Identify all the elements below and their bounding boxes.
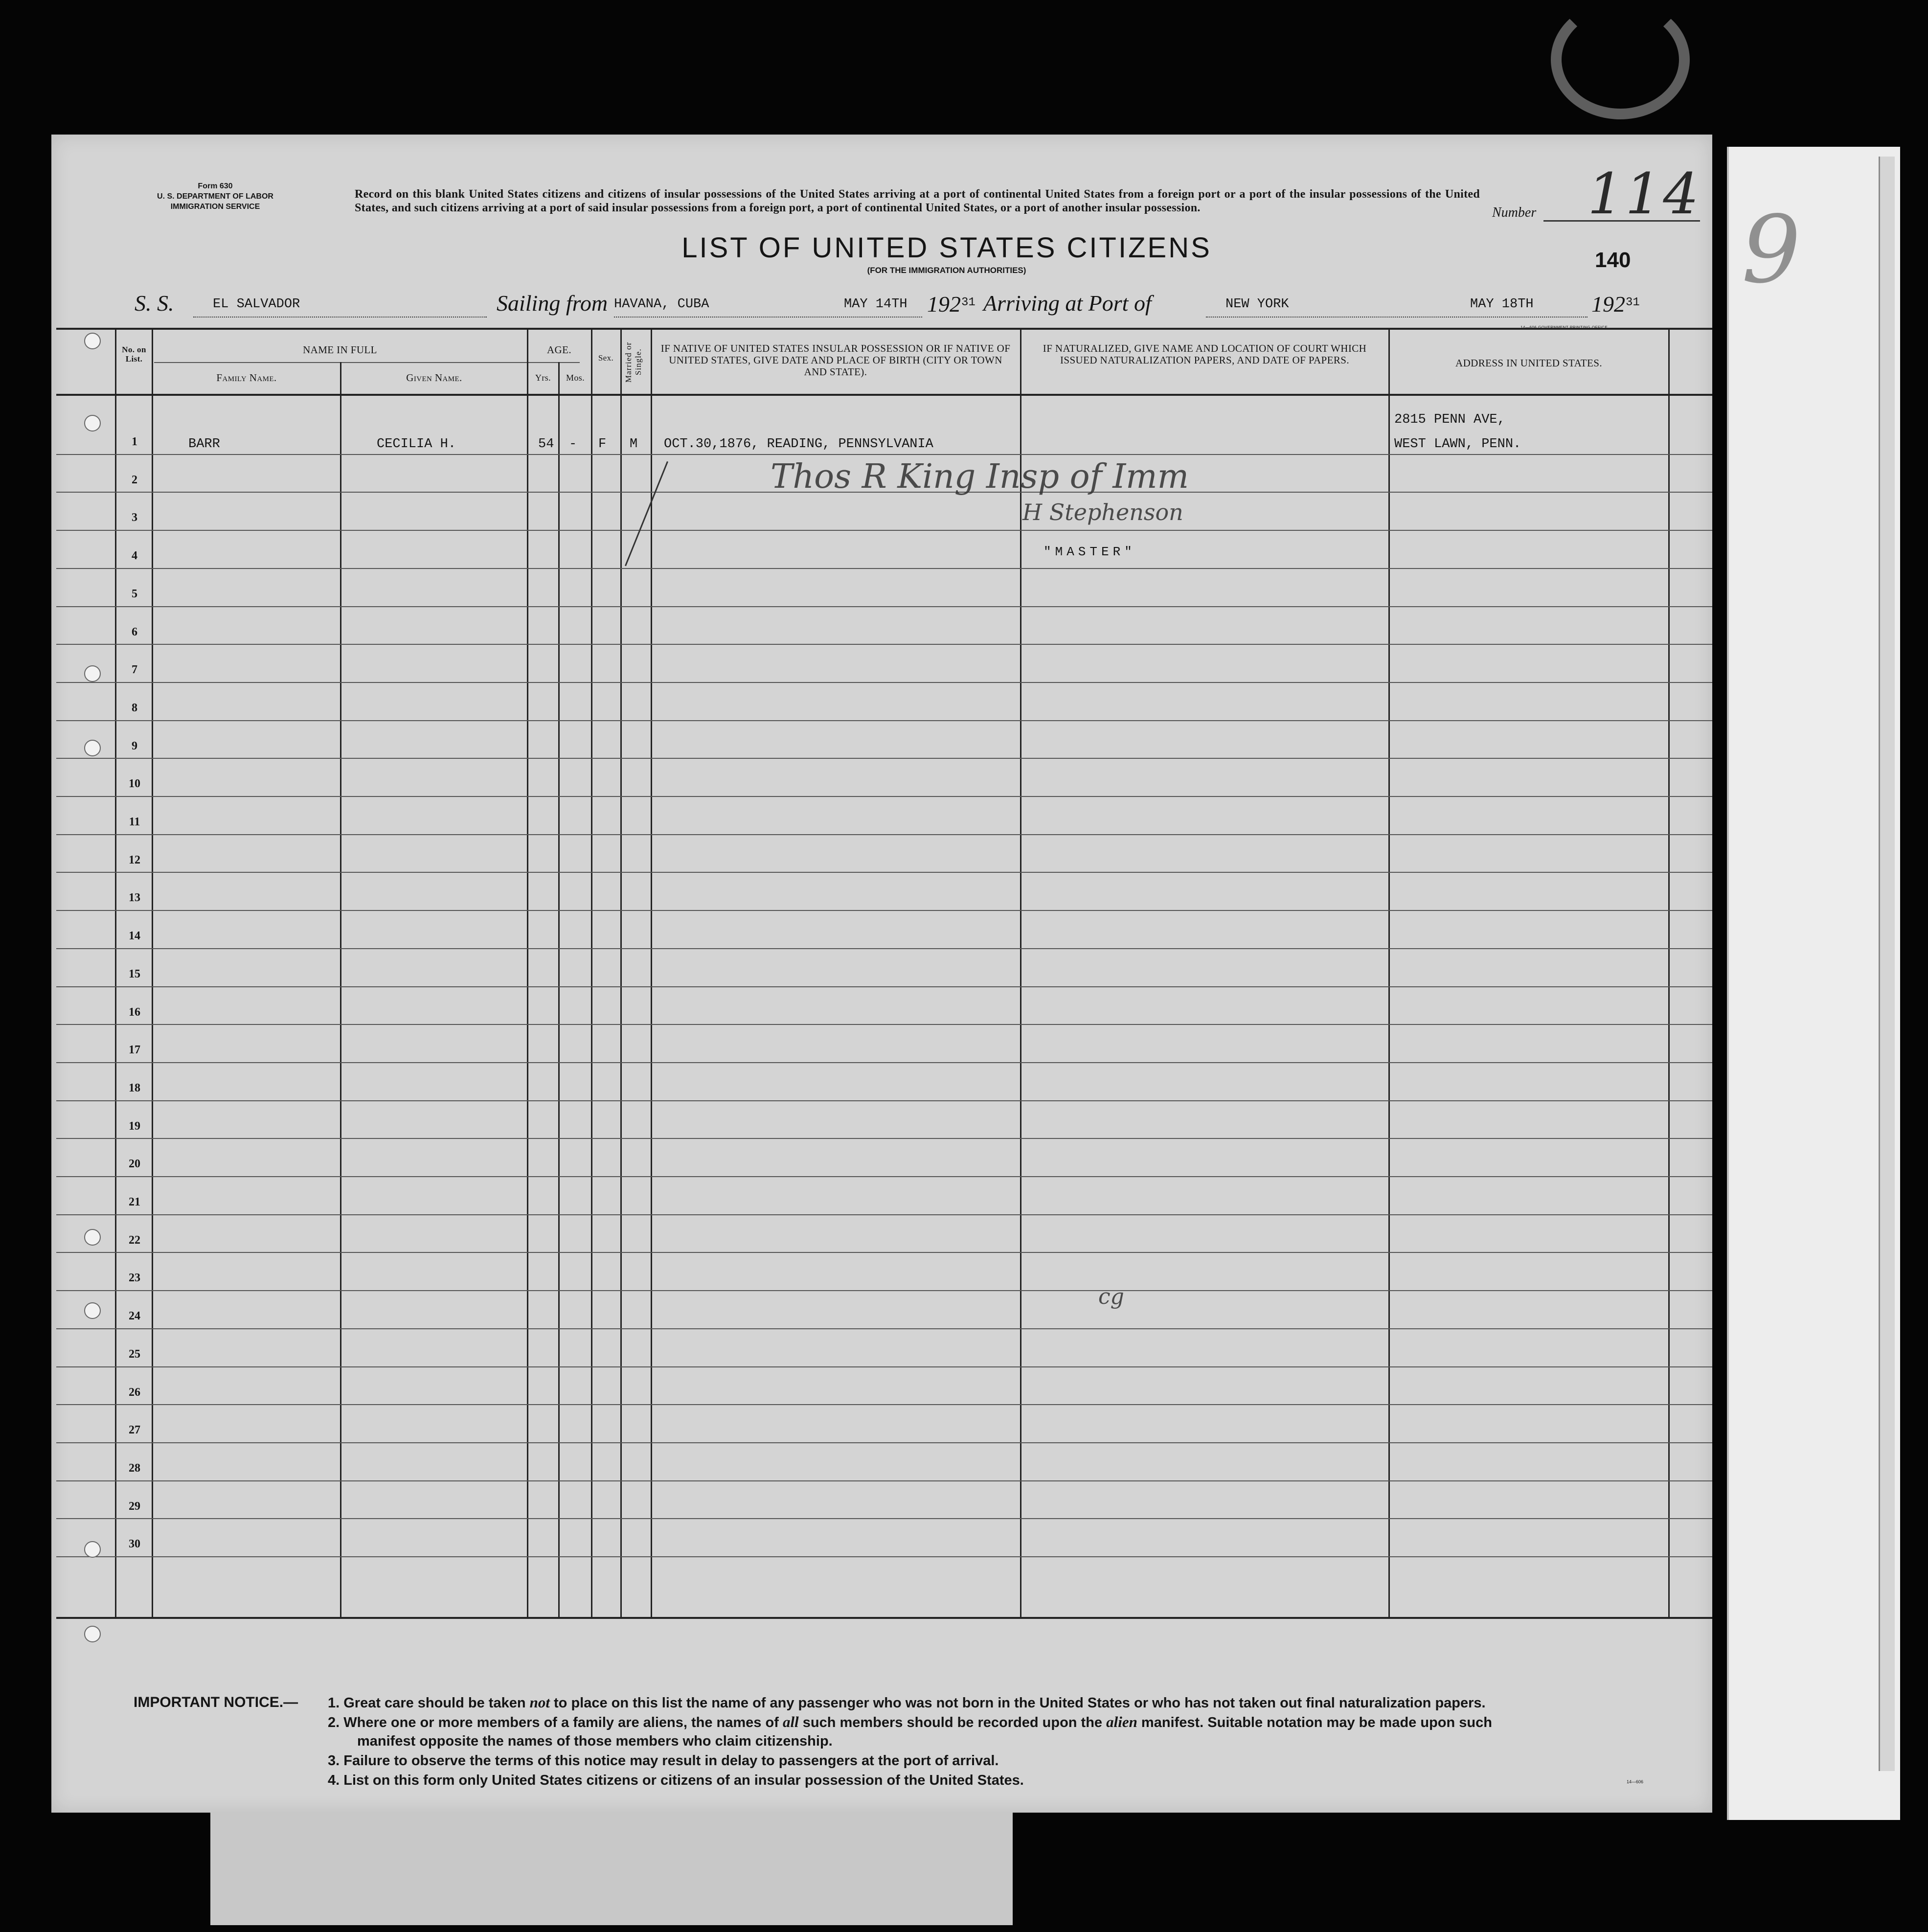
header-mos: Mos. xyxy=(566,373,585,383)
underlying-page-edge xyxy=(1879,157,1895,1771)
entry-family-name: BARR xyxy=(188,437,220,452)
row-number: 30 xyxy=(129,1538,140,1550)
row-number: 11 xyxy=(129,816,140,828)
entry-sex: F xyxy=(598,437,607,452)
row-number: 26 xyxy=(129,1386,140,1399)
col-line-mos xyxy=(558,362,560,1618)
manifest-page xyxy=(51,135,1712,1813)
entry-birth: OCT.30,1876, READING, PENNSYLVANIA xyxy=(664,437,933,452)
row-number: 12 xyxy=(129,854,140,866)
header-birth-place: IF NATIVE OF UNITED STATES INSULAR POSSESSION OR IF NATIVE OF UNITED STATES, GIVE DATE AND PLACE OF BIRTH (CITY OR TOWN AND STATE). xyxy=(660,342,1011,378)
col-line-birth xyxy=(651,328,652,1618)
row-number: 9 xyxy=(132,740,137,752)
table-row xyxy=(56,1480,1712,1481)
row-number: 24 xyxy=(129,1310,140,1322)
table-row xyxy=(56,1214,1712,1215)
table-row xyxy=(56,1024,1712,1025)
row-number: 20 xyxy=(129,1158,140,1170)
binder-hole xyxy=(84,1302,101,1319)
notice-1-text: 1. Great care should be taken xyxy=(328,1695,530,1711)
row-number: 18 xyxy=(129,1082,140,1094)
notice-item-2 xyxy=(328,1713,1707,1731)
header-given-name: Given Name. xyxy=(406,372,462,384)
page-title: LIST OF UNITED STATES CITIZENS xyxy=(681,232,1212,264)
header-address: ADDRESS IN UNITED STATES. xyxy=(1455,357,1602,369)
notice-item-3: 3. Failure to observe the terms of this notice may result in delay to passengers at the port of arrival. xyxy=(328,1753,999,1769)
row-number: 5 xyxy=(132,588,137,600)
binder-hole xyxy=(84,1541,101,1558)
notice-1-text-cont: to place on this list the name of any passenger who was not born in the United States or who has not taken out final naturalization papers. xyxy=(549,1695,1486,1711)
number-label: Number xyxy=(1492,205,1537,220)
table-row xyxy=(56,1442,1712,1443)
binder-hole xyxy=(84,1626,101,1642)
ship-name: EL SALVADOR xyxy=(213,297,300,312)
binder-hole xyxy=(84,740,101,756)
table-row xyxy=(56,1404,1712,1405)
page-subtitle: (FOR THE IMMIGRATION AUTHORITIES) xyxy=(867,266,1026,275)
officer-signature: H Stephenson xyxy=(1022,499,1183,525)
age-subheader-line xyxy=(528,362,580,363)
pencil-mark: 9 xyxy=(1742,196,1801,304)
binder-hole xyxy=(84,665,101,682)
header-naturalized: IF NATURALIZED, GIVE NAME AND LOCATION OF COURT WHICH ISSUED NATURALIZATION PAPERS, AND DATE OF PAPERS. xyxy=(1043,342,1367,366)
list-number: 114 xyxy=(1588,161,1701,227)
row-number: 29 xyxy=(129,1500,140,1513)
preamble-text: Record on this blank United States citizens and citizens of insular possessions of the United States arriving at a port of continental United States from a foreign port or a port of the insular possessions of the United States, and such citizens arriving at a port of said insular possessions from a foreign port, a port of continental United States, or a port of another insular possession. xyxy=(355,188,1480,214)
row-number: 14 xyxy=(129,930,140,942)
header-no-on-list: No. on List. xyxy=(122,345,146,364)
printer-note: 14—606 GOVERNMENT PRINTING OFFICE xyxy=(1520,325,1608,330)
table-row xyxy=(56,1138,1712,1139)
notice-item-1 xyxy=(328,1694,1707,1712)
row-number: 17 xyxy=(129,1044,140,1056)
row-number: 3 xyxy=(132,511,137,524)
table-row xyxy=(56,758,1712,759)
table-bottom-border xyxy=(56,1617,1712,1619)
ss-label: S. S. xyxy=(135,291,174,316)
col-line-yrs xyxy=(527,328,528,1618)
col-line-naturalized xyxy=(1020,328,1021,1618)
sail-year-print: 192 xyxy=(927,292,961,317)
arrival-port: NEW YORK xyxy=(1225,297,1289,312)
table-row xyxy=(56,644,1712,645)
notice-item-2-cont: manifest opposite the names of those members who claim citizenship. xyxy=(357,1733,833,1749)
table-row xyxy=(56,986,1712,987)
table-row xyxy=(56,1252,1712,1253)
row-number: 15 xyxy=(129,968,140,980)
notice-2-text-end: manifest. Suitable notation may be made upon such xyxy=(1137,1715,1492,1730)
table-row xyxy=(56,1328,1712,1329)
row-number: 6 xyxy=(132,626,137,638)
notice-heading: IMPORTANT NOTICE.— xyxy=(134,1694,298,1710)
underlying-page xyxy=(1727,147,1900,1820)
sail-date: MAY 14TH xyxy=(844,297,907,312)
header-married-single: Married or Single. xyxy=(624,341,643,383)
col-line-married xyxy=(620,328,622,1618)
passenger-table xyxy=(51,135,1712,1813)
table-row xyxy=(56,682,1712,683)
table-row xyxy=(56,606,1712,607)
table-row xyxy=(56,834,1712,835)
table-row xyxy=(56,796,1712,797)
form-number: Form 630 xyxy=(198,182,233,190)
pencil-initial: cg xyxy=(1098,1284,1124,1309)
row-number: 19 xyxy=(129,1120,140,1133)
notice-item-4: 4. List on this form only United States citizens or citizens of an insular possession of the United States. xyxy=(328,1773,1024,1788)
service: IMMIGRATION SERVICE xyxy=(170,203,260,211)
table-top-border xyxy=(56,328,1712,330)
entry-address-line1: 2815 PENN AVE, xyxy=(1394,412,1505,427)
table-row xyxy=(56,454,1712,455)
col-line-address xyxy=(1388,328,1390,1618)
header-family-name: Family Name. xyxy=(216,372,277,384)
table-row xyxy=(56,872,1712,873)
inspector-signature: Thos R King Insp of Imm xyxy=(771,457,1189,496)
table-row xyxy=(56,1366,1712,1367)
table-row xyxy=(56,568,1712,569)
sailing-label: Sailing from xyxy=(497,291,608,316)
row-number: 8 xyxy=(132,702,137,714)
row-number: 27 xyxy=(129,1424,140,1436)
col-line-family xyxy=(152,328,153,1618)
col-line-no xyxy=(115,328,116,1618)
pen-stroke xyxy=(625,461,668,566)
header-bottom-border xyxy=(56,394,1712,396)
notice-1-emphasis: not xyxy=(529,1694,550,1711)
table-row xyxy=(56,720,1712,721)
col-line-sex xyxy=(591,328,592,1618)
arriving-label: Arriving at Port of xyxy=(983,291,1152,316)
table-row xyxy=(56,1062,1712,1063)
entry-address-line2: WEST LAWN, PENN. xyxy=(1394,437,1521,452)
row-number: 28 xyxy=(129,1462,140,1475)
header-yrs: Yrs. xyxy=(535,373,551,383)
stamp-mark xyxy=(1551,0,1690,119)
entry-marital: M xyxy=(630,437,638,452)
sail-year: 31 xyxy=(961,296,975,309)
notice-2-emphasis-all: all xyxy=(782,1713,799,1730)
table-row xyxy=(56,1290,1712,1291)
header-name-in-full: NAME IN FULL xyxy=(303,344,377,356)
entry-age-years: 54 xyxy=(538,437,554,452)
notice-2-text-cont: such members should be recorded upon the xyxy=(798,1715,1107,1730)
notice-2-text: 2. Where one or more members of a family are aliens, the names of xyxy=(328,1715,783,1730)
row-number: 13 xyxy=(129,891,140,904)
row-number: 25 xyxy=(129,1348,140,1361)
entry-given-name: CECILIA H. xyxy=(377,437,456,452)
table-row xyxy=(56,530,1712,531)
page-number: 140 xyxy=(1595,248,1631,272)
row-number: 16 xyxy=(129,1006,140,1019)
table-row xyxy=(56,1518,1712,1519)
row-number: 1 xyxy=(132,435,137,448)
header-age: AGE. xyxy=(546,344,571,356)
form-tag: 14—606 xyxy=(1627,1779,1644,1784)
row-number: 7 xyxy=(132,663,137,676)
name-subheader-line xyxy=(154,362,580,363)
entry-age-months: - xyxy=(569,437,577,452)
page-tab xyxy=(210,1813,1013,1925)
notice-2-emphasis-alien: alien xyxy=(1106,1713,1137,1730)
table-row xyxy=(56,910,1712,911)
arrival-year-print: 192 xyxy=(1591,292,1625,317)
binder-hole xyxy=(84,333,101,349)
arrival-year: 31 xyxy=(1626,296,1640,309)
department: U. S. DEPARTMENT OF LABOR xyxy=(157,192,273,201)
master-stamp: "MASTER" xyxy=(1043,545,1136,559)
table-row xyxy=(56,948,1712,949)
row-number: 10 xyxy=(129,777,140,790)
table-row xyxy=(56,1100,1712,1101)
row-number: 4 xyxy=(132,549,137,562)
binder-hole xyxy=(84,415,101,432)
row-number: 21 xyxy=(129,1196,140,1208)
binder-hole xyxy=(84,1229,101,1246)
sailing-from: HAVANA, CUBA xyxy=(614,297,709,312)
row-number: 2 xyxy=(132,474,137,486)
row-number: 23 xyxy=(129,1272,140,1284)
table-row xyxy=(56,1556,1712,1557)
header-sex: Sex. xyxy=(598,353,614,363)
col-line-end xyxy=(1668,328,1670,1618)
col-line-given xyxy=(340,362,341,1618)
row-number: 22 xyxy=(129,1234,140,1247)
arrival-date: MAY 18TH xyxy=(1470,297,1534,312)
table-row xyxy=(56,1176,1712,1177)
